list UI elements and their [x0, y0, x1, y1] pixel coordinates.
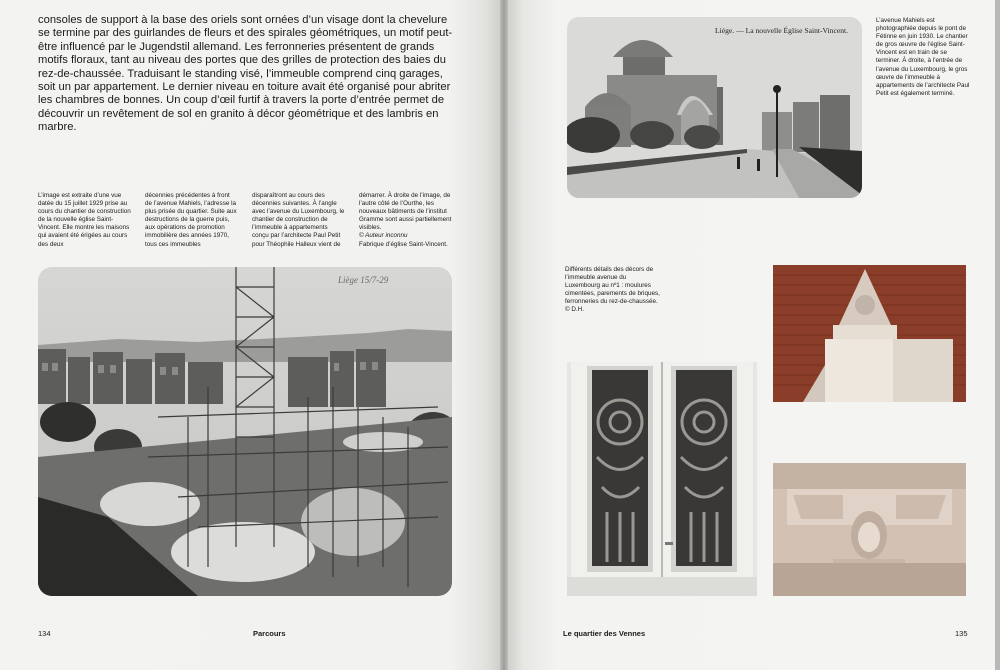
- door-photo: [567, 362, 757, 596]
- caption-credit: © Auteur inconnu: [359, 232, 408, 240]
- caption-column-3: disparaîtront au cours des décennies suivantes. À l’angle avec l’avenue du Luxembourg, le chantier de construction de l’immeuble à appartements conçu par l’architecte Paul Petit pour Théophile Halleux vient de: [252, 192, 345, 248]
- running-head-right: Le quartier des Vennes: [563, 629, 646, 638]
- caption-column-4: [359, 192, 452, 249]
- postcard-caption: L’avenue Mahiels est photographiée depuis le pont de Fétinne en juin 1930. Le chantier de gros œuvre de l’église Saint-Vincent est en train de se terminer. À droite, à l’entrée de l’avenue du Luxembourg, le gros œuvre de l’immeuble à appartements de l’architecte Paul Petit est également terminé.: [876, 17, 970, 97]
- brick-detail-photo: [773, 265, 966, 402]
- details-credit: © D.H.: [565, 306, 584, 314]
- details-caption: [565, 266, 661, 315]
- postcard-photo: [567, 17, 862, 198]
- right-page: [508, 0, 995, 670]
- caption-column-2: décennies précédentes à front de l’avenue Mahiels, l’adresse la plus prisée du quartier. Suite aux destructions de la guerre puis, aux opérations de promotion immobilière des années 1970, tous ces immeubles: [145, 192, 237, 248]
- page-number-left: 134: [38, 629, 51, 638]
- photo-caption: [38, 192, 452, 249]
- details-caption-text: Différents détails des décors de l’immeuble avenue du Luxembourg au nº1 : moulures cimentées, parements de briques, ferronneries du rez-de-chaussée.: [565, 266, 660, 306]
- face-corbel-photo: [773, 463, 966, 596]
- postcard-title: Liége. — La nouvelle Église Saint-Vincent.: [715, 26, 849, 35]
- book-gutter: [500, 0, 508, 670]
- page-edge: [995, 0, 1000, 670]
- page-number-right: 135: [955, 629, 968, 638]
- photo-inscription: Liège 15/7-29: [338, 275, 389, 285]
- caption-column-1: L’image est extraite d’une vue datée du 15 juillet 1929 prise au cours du chantier de construction de la nouvelle église Saint-Vincent. Elle montre les maisons qui avaient été érigées au cours des deux: [38, 192, 131, 248]
- caption-source: Fabrique d’église Saint-Vincent.: [359, 240, 448, 248]
- caption-text-4: démarrer. À droite de l’image, de l’autre côté de l’Ourthe, les nouveaux bâtiments de l’institut Gramme sont aussi partiellement visibles.: [359, 192, 452, 232]
- running-head-left: Parcours: [253, 629, 286, 638]
- construction-photo: [38, 267, 452, 596]
- body-text: consoles de support à la base des oriels sont ornées d’un visage dont la chevelure se termine par des guirlandes de fleurs et des spirales géométriques, un motif peut-être influencé par le Jugendstil allemand. Les ferronneries présentent de grands motifs floraux, tant au niveau des portes que des grilles de protection des baies du rez-de-chaussée. Traduisant le standing visé, l’immeuble comprend cinq garages, soit un par appartement. Le dernier niveau en toiture avait été organisé pour abriter les chambres de bonnes. Un coup d’œil furtif à travers la porte d’entrée permet de découvrir un revêtement de sol en granito à décor géométrique et des lambris en marbre.: [38, 14, 453, 134]
